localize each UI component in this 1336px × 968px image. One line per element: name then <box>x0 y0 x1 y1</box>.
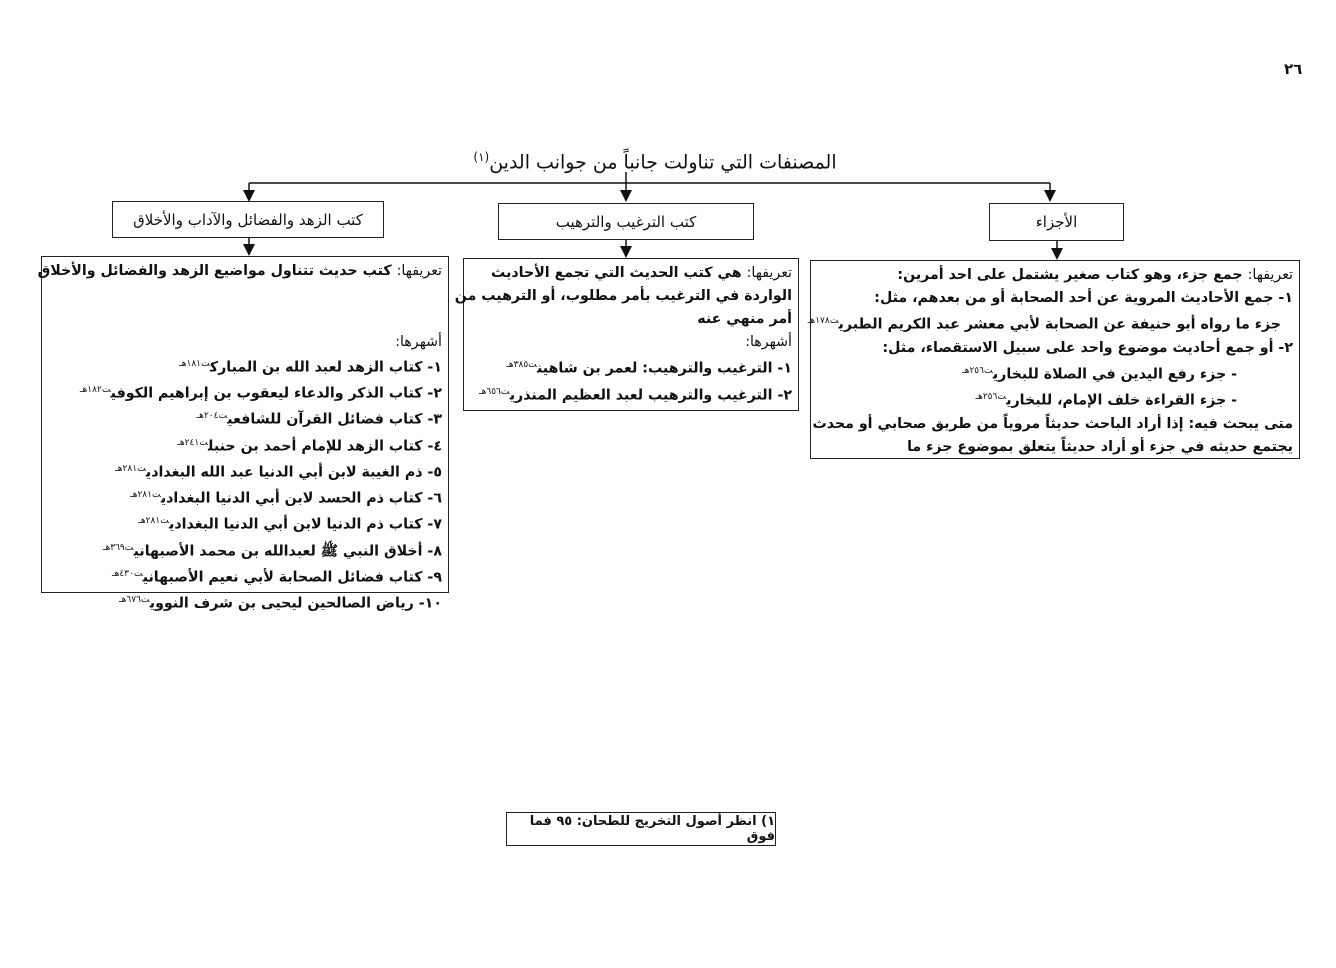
heading-zuhd-text: كتب الزهد والفضائل والآداب والأخلاق <box>133 210 363 229</box>
zuhd-book-date: ت٢٤١هـ <box>177 437 209 448</box>
zuhd-book-title: ١- كتاب الزهد لعبد الله بن المبارك <box>209 359 442 376</box>
heading-ajza-text: الأجزاء <box>1035 213 1078 231</box>
zuhd-book-date: ت٢٨١هـ <box>130 490 161 501</box>
heading-targhib <box>498 203 754 240</box>
zuhd-book-date: ت٦٧٦هـ <box>119 595 150 606</box>
content-targhib <box>454 258 799 411</box>
zuhd-book-title: ٧- كتاب ذم الدنيا لابن أبي الدنيا البغدادي <box>169 517 442 534</box>
zuhd-book-item <box>48 484 442 510</box>
zuhd-book-date: ت٢٨١هـ <box>115 463 146 474</box>
targhib-item-1: ١- الترغيب والترهيب: لعمر بن شاهين$^{ت٣٨٥هـ}$ <box>506 360 792 377</box>
zuhd-book-title: ٢- كتاب الذكر والدعاء ليعقوب بن إبراهيم الكوفي <box>110 385 442 402</box>
ajza-line-3: ٢- أو جمع أحاديث موضوع واحد على سبيل الاستقصاء، مثل: <box>882 339 1293 356</box>
ajza-line-7: يجتمع حديثه في جزء أو أراد حديثاً يتعلق بموضوع جزء ما <box>907 439 1293 456</box>
heading-zuhd <box>112 201 384 238</box>
zuhd-book-item <box>48 563 442 589</box>
zuhd-definition: تعريفها: كتب حديث تتناول مواضيع الزهد والفضائل والأخلاق <box>37 263 442 279</box>
ajza-line-4: - جزء رفع اليدين في الصلاة للبخاري$^{ت٢٥٦هـ}$ <box>962 365 1237 383</box>
targhib-line-1: الواردة في الترغيب بأمر مطلوب، أو الترهيب من <box>454 288 792 304</box>
heading-targhib-text: كتب الترغيب والترهيب <box>555 212 697 231</box>
ajza-line-1: ١- جمع الأحاديث المروية عن أحد الصحابة أو من بعدهم، مثل: <box>874 290 1293 306</box>
ajza-line-5: - جزء القراءة خلف الإمام، للبخاري$^{ت٢٥٦هـ}$ <box>975 392 1237 410</box>
heading-ajza <box>989 203 1124 241</box>
targhib-famous-label: أشهرها: <box>745 334 792 350</box>
zuhd-book-item <box>48 405 442 431</box>
zuhd-book-item <box>48 510 442 536</box>
page-number: ٢٦ <box>1284 60 1303 78</box>
zuhd-book-item <box>48 432 442 458</box>
targhib-line-2: أمر منهي عنه <box>697 311 792 327</box>
title-footnote-ref: (١) <box>473 150 490 164</box>
zuhd-book-date: ت٣٦٩هـ <box>102 542 134 553</box>
zuhd-book-title: ١٠- رياض الصالحين ليحيى بن شرف النووي <box>149 595 442 612</box>
zuhd-book-date: ت٢٠٤هـ <box>196 411 228 422</box>
zuhd-book-item <box>48 458 442 484</box>
zuhd-book-title: ٤- كتاب الزهد للإمام أحمد بن حنبل <box>208 438 442 455</box>
zuhd-famous-label: أشهرها: <box>395 333 442 350</box>
targhib-definition: تعريفها: هي كتب الحديث التي تجمع الأحاديث <box>491 265 792 281</box>
targhib-item-2: ٢- الترغيب والترهيب لعبد العظيم المنذري$^{ت٦٥٦هـ}$ <box>478 386 792 404</box>
ajza-line-6: متى يبحث فيه: إذا أراد الباحث حديثاً مروياً من طريق صحابي أو محدث <box>812 416 1293 433</box>
zuhd-book-item <box>48 537 442 563</box>
zuhd-book-title: ٥- ذم الغيبة لابن أبي الدنيا عبد الله البغدادي <box>145 464 442 481</box>
zuhd-book-item <box>48 353 442 379</box>
ajza-definition: تعريفها: جمع جزء، وهو كتاب صغير يشتمل على احد أمرين: <box>897 267 1293 283</box>
content-zuhd <box>37 256 449 612</box>
ajza-line-2: جزء ما رواه أبو حنيفة عن الصحابة لأبي معشر عبد الكريم الطبري$^{ت١٧٨هـ}$ <box>807 316 1281 333</box>
zuhd-book-title: ٣- كتاب فضائل القرآن للشافعي <box>227 412 442 429</box>
footnote <box>506 812 776 846</box>
zuhd-book-list <box>48 353 442 615</box>
title-text: المصنفات التي تناولت جانباً من جوانب الدين <box>489 151 837 174</box>
zuhd-book-item <box>48 589 442 615</box>
zuhd-book-title: ٦- كتاب ذم الحسد لابن أبي الدنيا البغدادي <box>160 490 442 507</box>
zuhd-book-date: ت١٨٢هـ <box>79 385 111 396</box>
zuhd-book-title: ٨- أخلاق النبي ﷺ لعبدالله بن محمد الأصبهاني <box>133 543 442 560</box>
content-ajza <box>807 260 1300 459</box>
zuhd-book-date: ت١٨١هـ <box>179 359 210 369</box>
zuhd-book-title: ٩- كتاب فضائل الصحابة لأبي نعيم الأصبهاني <box>142 569 442 586</box>
zuhd-book-item <box>48 379 442 405</box>
footnote-text: ١) انظر أصول التخريج للطحان: ٩٥ فما فوق <box>529 814 775 844</box>
zuhd-book-date: ت٤٣٠هـ <box>111 568 143 579</box>
zuhd-book-date: ت٢٨١هـ <box>138 516 170 527</box>
